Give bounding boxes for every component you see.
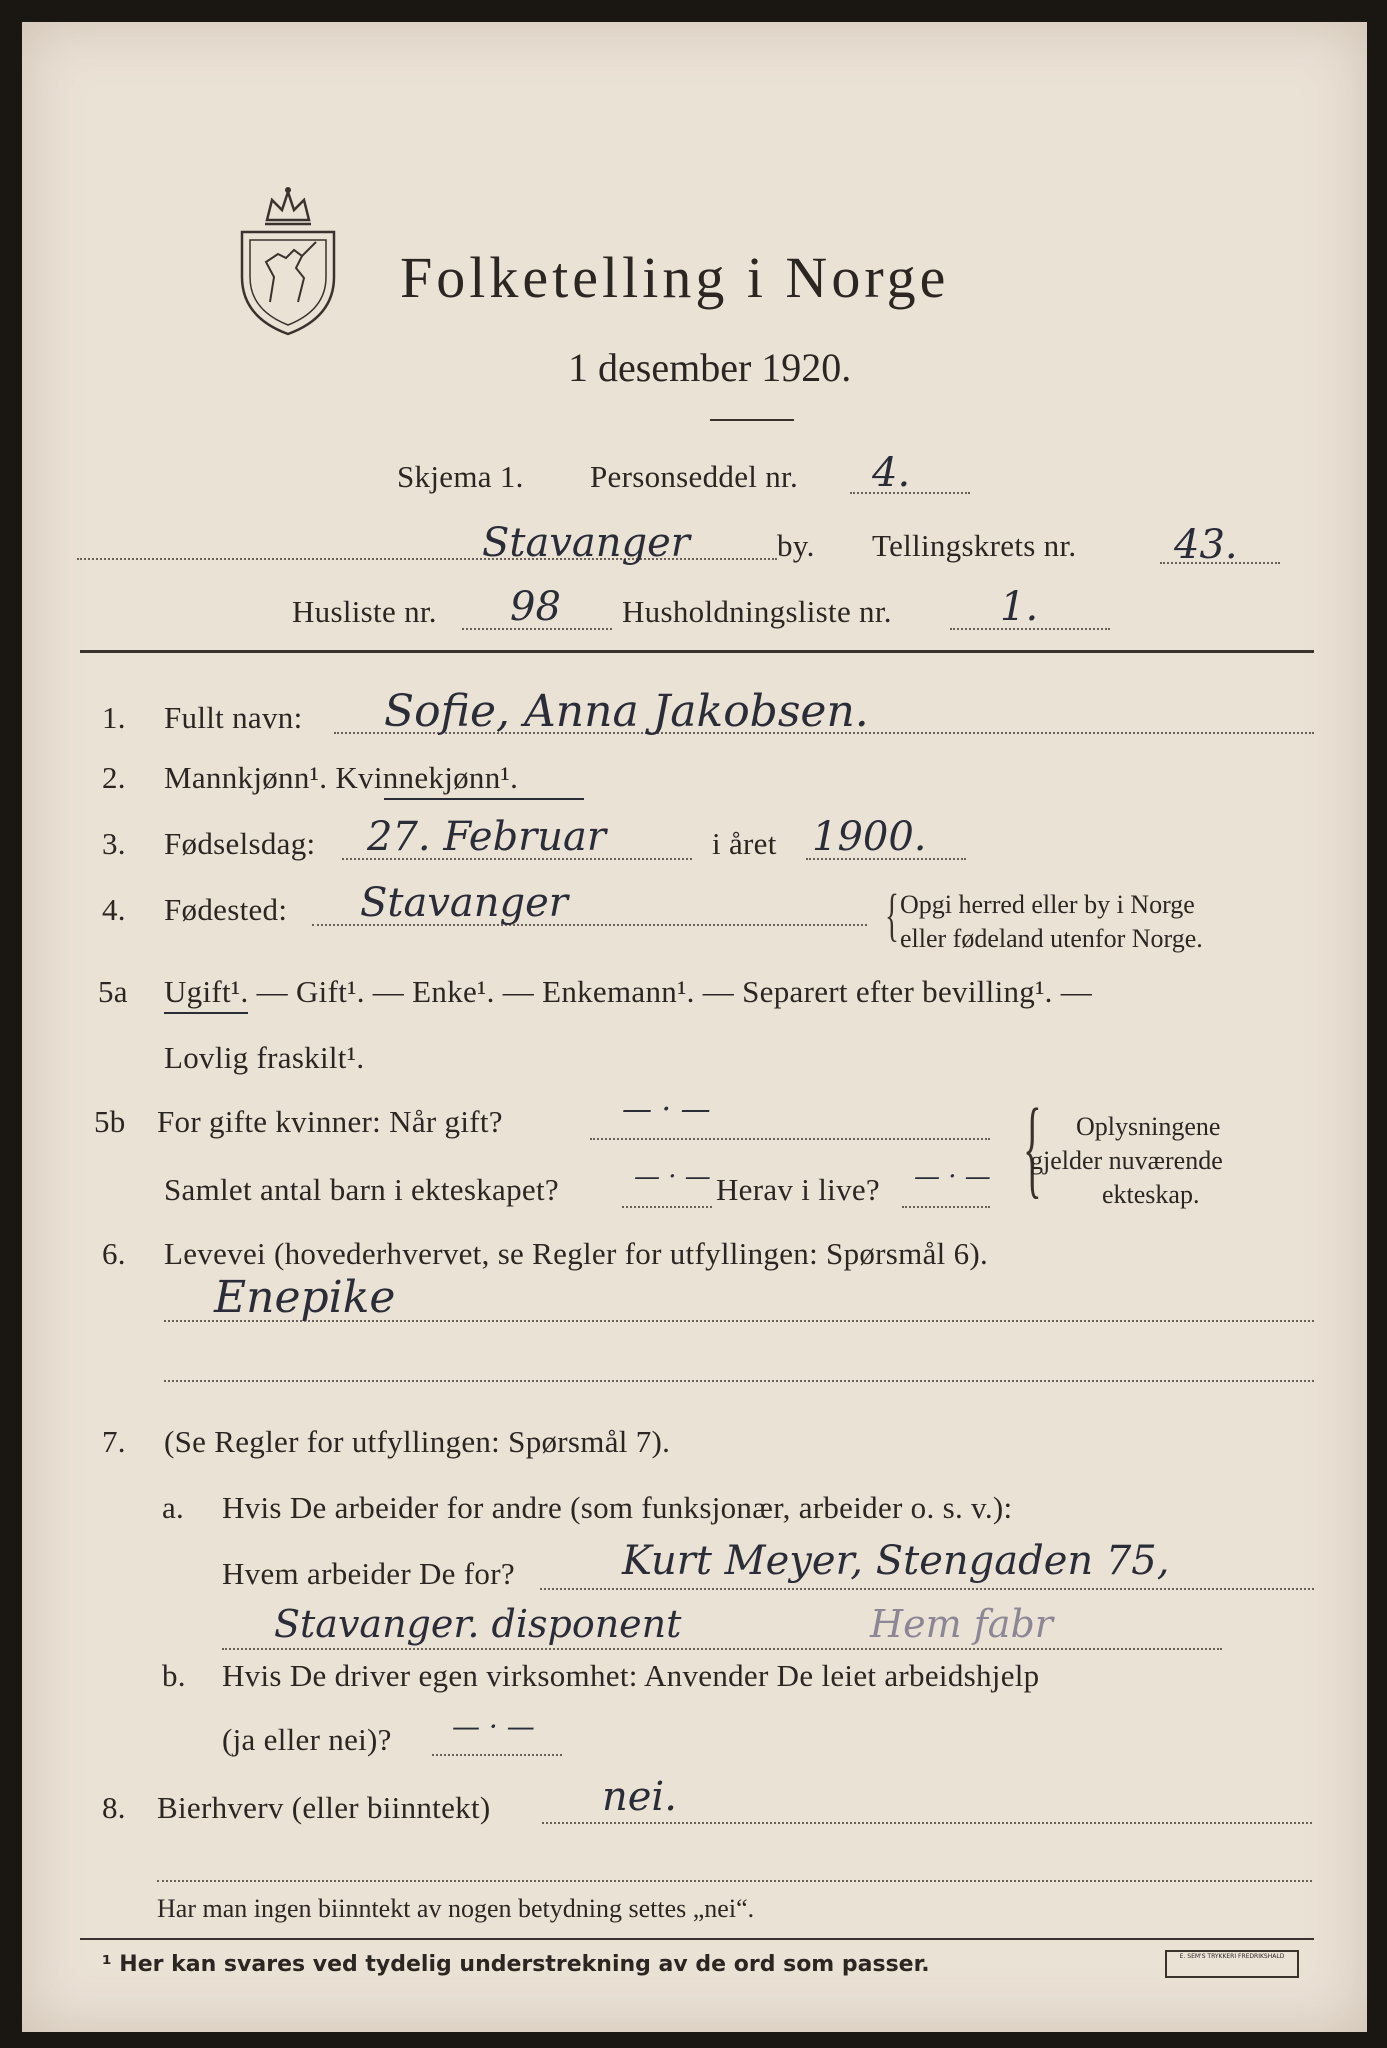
q5a-selection-underline xyxy=(164,1012,248,1014)
q1-number: 1. xyxy=(102,700,126,735)
tellingskrets-value: 43. xyxy=(1174,522,1238,568)
husholdning-value: 1. xyxy=(1000,584,1039,630)
q7a-pencil-note: Hem fabr xyxy=(870,1602,1053,1646)
personseddel-value: 4. xyxy=(872,450,911,496)
q5b-alive-line xyxy=(902,1206,990,1208)
skjema-label: Skjema 1. xyxy=(397,459,524,494)
q7b-text: Hvis De driver egen virksomhet: Anvender De leiet arbeidshjelp xyxy=(222,1658,1040,1693)
q7a-line1 xyxy=(540,1588,1314,1590)
q5b-children-value: — · — xyxy=(634,1162,711,1192)
q6-label: Levevei (hovederhvervet, se Regler for utfyllingen: Spørsmål 6). xyxy=(164,1236,989,1271)
q6-occupation: Enepike xyxy=(214,1272,396,1323)
tellingskrets-label: Tellingskrets nr. xyxy=(872,528,1077,563)
q5b-note-line3: ekteskap. xyxy=(1102,1180,1200,1209)
q8-label: Bierhverv (eller biinntekt) xyxy=(157,1790,491,1825)
q7a-employer-place: Stavanger. disponent xyxy=(274,1602,682,1646)
q7b-line xyxy=(432,1754,562,1756)
q5b-note-line1: Oplysningene xyxy=(1076,1112,1221,1141)
printer-stamp: E. SEM'S TRYKKERI FREDRIKSHALD xyxy=(1165,1950,1299,1978)
q5b-alive-label: Herav i live? xyxy=(716,1172,880,1207)
q1-full-name: Sofie, Anna Jakobsen. xyxy=(384,686,869,737)
personseddel-label: Personseddel nr. xyxy=(590,459,798,494)
by-label: by. xyxy=(777,528,815,563)
by-value: Stavanger xyxy=(482,520,690,566)
q7b-letter: b. xyxy=(162,1658,186,1693)
q7a-employer: Kurt Meyer, Stengaden 75, xyxy=(622,1538,1170,1584)
form-title: Folketelling i Norge xyxy=(400,245,950,310)
q5b-bracket: { xyxy=(1023,1086,1042,1208)
q3-birth-year: 1900. xyxy=(812,814,927,860)
q5b-children-label: Samlet antal barn i ekteskapet? xyxy=(164,1172,559,1207)
q4-note-line2: eller fødeland utenfor Norge. xyxy=(900,924,1203,953)
census-date: 1 desember 1920. xyxy=(568,345,852,390)
q5a-number: 5a xyxy=(98,974,128,1009)
q3-birthday: 27. Februar xyxy=(367,814,607,860)
q3-label: Fødselsdag: xyxy=(164,826,316,861)
q5b-note-line2: gjelder nuværende xyxy=(1030,1146,1223,1175)
q8-value: nei. xyxy=(602,1774,677,1820)
husliste-label: Husliste nr. xyxy=(292,594,437,629)
footnote: ¹ Her kan svares ved tydelig understrekning av de ord som passer. xyxy=(102,1952,930,1977)
q1-label: Fullt navn: xyxy=(164,700,303,735)
q4-label: Fødested: xyxy=(164,892,288,927)
husliste-value: 98 xyxy=(510,584,561,630)
q7b-value: — · — xyxy=(452,1710,535,1743)
q7-number: 7. xyxy=(102,1424,126,1459)
q2-gender-options: Mannkjønn¹. Kvinnekjønn¹. xyxy=(164,760,519,795)
q5b-number: 5b xyxy=(94,1104,126,1139)
census-form xyxy=(22,22,1367,2032)
q7a-line2 xyxy=(222,1648,1222,1650)
coat-of-arms-icon xyxy=(232,182,344,337)
q6-number: 6. xyxy=(102,1236,126,1271)
husholdning-label: Husholdningsliste nr. xyxy=(622,594,892,629)
q7a-letter: a. xyxy=(162,1490,185,1525)
q4-bracket: { xyxy=(884,882,899,947)
q5b-children-line xyxy=(622,1206,712,1208)
q5a-marital-options: Ugift¹. — Gift¹. — Enke¹. — Enkemann¹. — Separert efter bevilling¹. — xyxy=(164,974,1093,1009)
q4-note-line1: Opgi herred eller by i Norge xyxy=(900,890,1195,919)
q8-line1 xyxy=(542,1822,1312,1824)
q4-number: 4. xyxy=(102,892,126,927)
q5b-married-line xyxy=(590,1138,990,1140)
q7a-question: Hvem arbeider De for? xyxy=(222,1556,515,1591)
q8-line2 xyxy=(157,1880,1312,1882)
header-divider xyxy=(80,650,1314,653)
q7-label: (Se Regler for utfyllingen: Spørsmål 7). xyxy=(164,1424,671,1459)
q7b-question: (ja eller nei)? xyxy=(222,1722,392,1757)
q5b-alive-value: — · — xyxy=(914,1162,991,1192)
q4-birthplace: Stavanger xyxy=(360,880,568,926)
footer-divider xyxy=(80,1938,1314,1940)
q2-selection-underline xyxy=(384,798,584,800)
footer-note: Har man ingen biinntekt av nogen betydning settes „nei“. xyxy=(157,1894,755,1923)
q2-number: 2. xyxy=(102,760,126,795)
q7a-text: Hvis De arbeider for andre (som funksjonær, arbeider o. s. v.): xyxy=(222,1490,1013,1525)
q8-number: 8. xyxy=(102,1790,126,1825)
q6-line2 xyxy=(164,1380,1314,1382)
q3-year-label: i året xyxy=(712,826,777,861)
title-rule xyxy=(710,419,794,421)
q3-number: 3. xyxy=(102,826,126,861)
q5a-divorced-option: Lovlig fraskilt¹. xyxy=(164,1040,365,1075)
q5b-married-label: For gifte kvinner: Når gift? xyxy=(157,1104,503,1139)
q5b-married-value: — · — xyxy=(622,1092,711,1127)
